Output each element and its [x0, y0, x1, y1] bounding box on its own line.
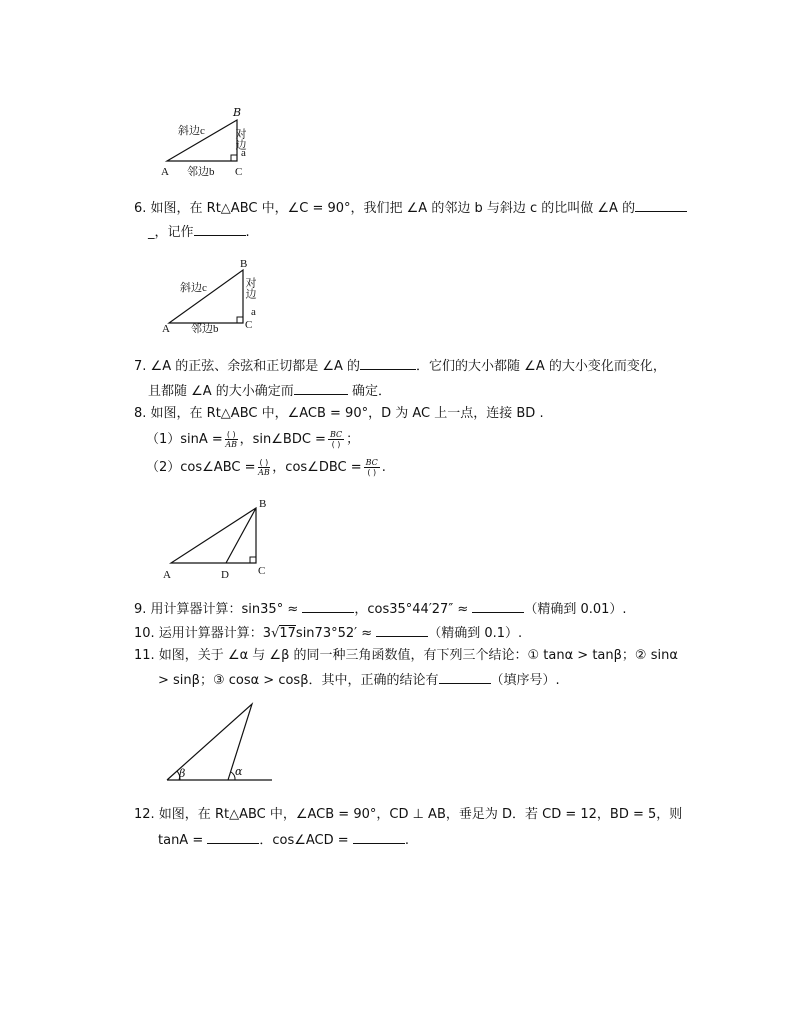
q10-b: sin73°52′ ≈	[295, 626, 373, 641]
q8-BC: BC	[329, 430, 343, 439]
answer-blank[interactable]	[302, 600, 354, 613]
fig4-beta: β	[179, 767, 186, 780]
fig1-adj: 邻边b	[187, 166, 215, 178]
q8-BC: BC	[365, 458, 378, 467]
fig4-alpha: α	[235, 765, 243, 778]
fig1-A: A	[161, 166, 169, 178]
answer-blank[interactable]	[472, 600, 524, 613]
fig3-B: B	[259, 498, 267, 510]
fig2-C: C	[245, 319, 253, 331]
q11-l2a: > sinβ；③ cosα > cosβ．其中，正确的结论有	[158, 673, 439, 688]
answer-blank[interactable]	[376, 624, 428, 637]
q6-l1: 6. 如图，在 Rt△ABC 中，∠C = 90°，我们把 ∠A 的邻边 b 与斜边 c 的比叫做 ∠A 的	[134, 201, 636, 216]
q10-a: 10. 运用计算器计算：3	[134, 626, 272, 641]
fig1-hyp: 斜边c	[178, 125, 205, 137]
answer-blank[interactable]	[353, 831, 405, 844]
answer-blank[interactable]	[360, 357, 416, 370]
q7-l2b: 确定．	[347, 384, 391, 399]
q8-p1a: （1）sinA =	[146, 432, 223, 447]
question-8-part-2	[146, 458, 386, 477]
q10-rad: 17	[279, 626, 296, 641]
q8-p2a: （2）cos∠ABC =	[146, 460, 256, 475]
q9-b: ，cos35°44′27″ ≈	[354, 602, 469, 617]
q6-l2a: _，记作	[148, 225, 194, 240]
question-6-line-2	[148, 223, 250, 242]
fig1-a: a	[241, 147, 246, 159]
q7-l1b: ．它们的大小都随 ∠A 的大小变化而变化，	[416, 359, 666, 374]
q7-l2a: 且都随 ∠A 的大小确定而	[148, 384, 294, 399]
q6-l2b: .	[245, 225, 250, 240]
fig3-D: D	[221, 569, 229, 581]
fig2-A: A	[162, 323, 170, 335]
q8-paren: ( )	[331, 440, 341, 449]
answer-blank[interactable]	[635, 199, 687, 212]
q9-a: 9. 用计算器计算：sin35° ≈	[134, 602, 299, 617]
fig3-C: C	[258, 565, 266, 577]
q12-l2b: ．cos∠ACD =	[259, 833, 353, 848]
fig2-a: a	[251, 306, 256, 318]
q12-l2c: .	[404, 833, 409, 848]
question-7-line-1	[134, 357, 666, 376]
q8-p1b: ，sin∠BDC =	[239, 432, 326, 447]
q8-p1c: ；	[346, 432, 360, 447]
q7-l1a: 7. ∠A 的正弦、余弦和正切都是 ∠A 的	[134, 359, 361, 374]
q8-AB: AB	[258, 468, 270, 477]
q8-AB: AB	[225, 440, 238, 449]
q10-c: （精确到 0.1）.	[428, 626, 523, 641]
fig2-hyp: 斜边c	[180, 282, 207, 294]
fig3-A: A	[163, 569, 171, 581]
answer-blank[interactable]	[294, 382, 348, 395]
fig2-B: B	[240, 258, 248, 270]
q12-l2a: tanA =	[158, 833, 208, 848]
question-6-line-1	[134, 199, 687, 218]
question-8-part-1	[146, 430, 359, 449]
fig1-opp: 对边	[234, 128, 246, 150]
question-11-line-2	[158, 671, 560, 690]
question-11-line-1: 11. 如图，关于 ∠α 与 ∠β 的同一种三角函数值，有下列三个结论：① tanα > tanβ；② sinα	[134, 648, 678, 663]
q8-paren: ( )	[226, 430, 236, 439]
question-12-line-2	[158, 831, 409, 850]
answer-blank[interactable]	[439, 671, 491, 684]
question-9	[134, 600, 627, 619]
q9-c: （精确到 0.01）.	[524, 602, 627, 617]
fig2-adj: 邻边b	[191, 323, 219, 335]
question-7-line-2	[148, 382, 391, 401]
answer-blank[interactable]	[207, 831, 259, 844]
q8-paren: ( )	[259, 458, 269, 467]
q8-p2c: .	[381, 460, 386, 475]
fig1-C: C	[235, 166, 243, 178]
q8-p2b: ，cos∠DBC =	[272, 460, 362, 475]
question-12-line-1: 12. 如图，在 Rt△ABC 中，∠ACB = 90°，CD ⊥ AB，垂足为 D．若 CD = 12，BD = 5，则	[134, 807, 683, 822]
fig1-B: B	[233, 106, 242, 119]
q8-paren: ( )	[367, 468, 377, 477]
question-8-stem: 8. 如图，在 Rt△ABC 中，∠ACB = 90°，D 为 AC 上一点，连接 BD .	[134, 406, 544, 421]
fig2-opp: 对边	[244, 277, 256, 299]
question-10: 10. 运用计算器计算：3√17sin73°52′ ≈ （精确到 0.1）.	[134, 626, 523, 641]
q11-l2b: （填序号）.	[490, 673, 560, 688]
answer-blank[interactable]	[194, 223, 246, 236]
